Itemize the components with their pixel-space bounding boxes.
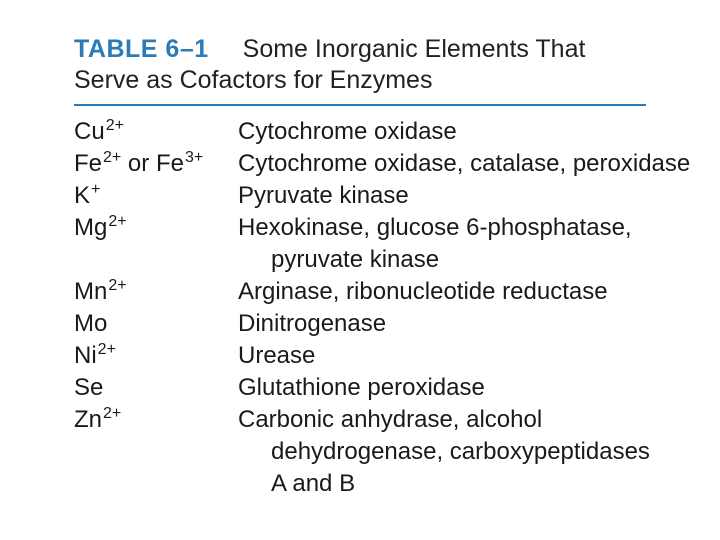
enzyme-cell xyxy=(238,180,694,212)
enzyme-cell xyxy=(238,404,694,500)
enzyme-cell xyxy=(238,116,694,148)
element-cell xyxy=(74,116,238,148)
enzyme-text: Cytochrome oxidase xyxy=(238,118,457,145)
enzyme-text-continuation: pyruvate kinase xyxy=(271,246,440,273)
element-cell xyxy=(74,212,238,244)
table-row xyxy=(74,180,694,212)
element-symbol: Mg xyxy=(74,214,108,241)
element-symbol: Mn xyxy=(74,278,108,305)
element-cell xyxy=(74,308,238,340)
enzyme-text: Arginase, ribonucleotide reductase xyxy=(238,278,608,305)
enzyme-text-continuation: A and B xyxy=(271,470,356,497)
table-row xyxy=(74,148,694,180)
element-charge: 3+ xyxy=(184,149,204,166)
element-symbol: Fe xyxy=(155,150,184,177)
element-cell xyxy=(74,372,238,404)
title-text-line-2: Serve as Cofactors for Enzymes xyxy=(74,66,433,94)
element-symbol: Fe xyxy=(74,150,103,177)
title-line-2 xyxy=(74,65,674,96)
enzyme-text: Hexokinase, glucose 6-phosphatase, xyxy=(238,214,632,241)
element-cell xyxy=(74,148,238,180)
enzyme-text: Cytochrome oxidase, catalase, peroxidase xyxy=(238,150,691,177)
element-cell xyxy=(74,276,238,308)
element-symbol: Se xyxy=(74,374,104,401)
element-charge: 2+ xyxy=(103,149,122,166)
element-cell xyxy=(74,404,238,436)
element-symbol: Cu xyxy=(74,118,105,145)
enzyme-cell xyxy=(238,308,694,340)
table-row xyxy=(74,372,694,404)
element-symbol: Mo xyxy=(74,310,108,337)
enzyme-text: Carbonic anhydrase, alcohol xyxy=(238,406,543,433)
element-symbol: Zn xyxy=(74,406,103,433)
title-line-1 xyxy=(74,34,674,65)
element-charge: 2+ xyxy=(108,213,127,230)
element-charge: 2+ xyxy=(105,117,124,134)
enzyme-cell xyxy=(238,340,694,372)
enzyme-cell xyxy=(238,372,694,404)
element-symbol: K xyxy=(74,182,91,209)
enzyme-cell xyxy=(238,212,694,276)
title-text-line-1: Some Inorganic Elements That xyxy=(242,35,586,63)
table-row xyxy=(74,116,694,148)
enzyme-cell xyxy=(238,148,694,180)
table-row xyxy=(74,340,694,372)
enzyme-text-continuation: dehydrogenase, carboxypeptidases xyxy=(271,438,650,465)
cofactor-table xyxy=(74,116,694,500)
element-cell xyxy=(74,340,238,372)
table-number-label: TABLE 6–1 xyxy=(74,35,209,63)
element-charge: 2+ xyxy=(103,405,122,422)
element-charge: 2+ xyxy=(97,341,116,358)
table-title xyxy=(74,34,674,96)
element-charge: 2+ xyxy=(108,277,127,294)
element-symbol: Ni xyxy=(74,342,97,369)
element-cell xyxy=(74,180,238,212)
title-divider-rule xyxy=(74,104,646,106)
enzyme-text: Pyruvate kinase xyxy=(238,182,409,209)
enzyme-cell xyxy=(238,276,694,308)
element-charge: + xyxy=(91,181,101,198)
enzyme-text: Dinitrogenase xyxy=(238,310,387,337)
element-connector: or xyxy=(121,150,156,177)
table-row xyxy=(74,212,694,276)
table-row xyxy=(74,276,694,308)
enzyme-text: Urease xyxy=(238,342,316,369)
table-row xyxy=(74,308,694,340)
enzyme-text: Glutathione peroxidase xyxy=(238,374,485,401)
table-row xyxy=(74,404,694,500)
